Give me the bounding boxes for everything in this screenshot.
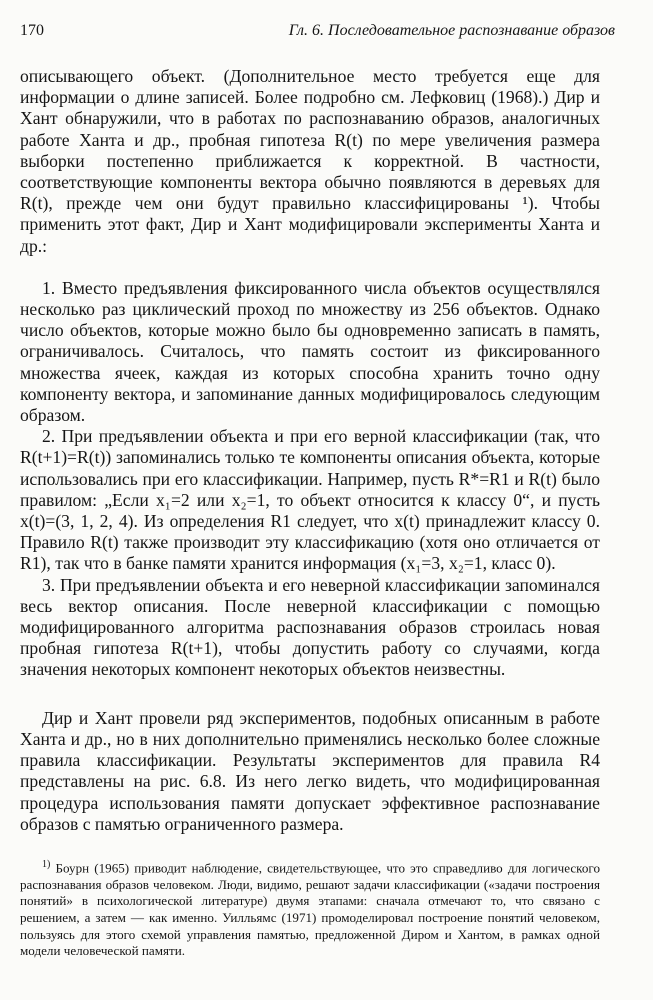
running-head: Гл. 6. Последовательное распознавание образов bbox=[288, 22, 615, 39]
list-item-1: 1. Вместо предъявления фиксированного числа объектов осуществлялся несколько раз циклический проход по множеству из 256 объектов. Однако число объектов, которые можно было бы одновременно записать в память, ограничивалось. Считалось, что память состоит из фиксированного множества ячеек, каждая из которых способна хранить точно одну компоненту вектора, и запоминание данных модифицировалось следующим образом. bbox=[20, 277, 600, 426]
paragraph-intro: описывающего объект. (Дополнительное место требуется еще для информации о длине записей. Более подробно см. Лефковиц (1968).) Дир и Хант обнаружили, что в работах по распознаванию образов, аналогичных работе Ханта и др., пробная гипотеза R(t) по мере увеличения размера выборки постепенно приближается к корректной. В частности, соответствующие компоненты вектора обычно появляются в деревьях для R(t), прежде чем они будут правильно классифицированы ¹). Чтобы применить этот факт, Дир и Хант модифицировали эксперименты Ханта и др.: bbox=[20, 66, 600, 256]
footnote-text: Боурн (1965) приводит наблюдение, свидетельствующее, что это справедливо для логического распознавания образов человеком. Люди, видимо, решают задачи классификации («задачи построения понятий» в психологической литературе) двумя этапами: сначала отмечают то, что связано с решением, а затем — как именно. Уилльямс (1971) промоделировал построение понятий человеком, пользуясь для этого схемой управления памятью, предложенной Диром и Хантом, в рамках одной модели человеческой памяти. bbox=[20, 860, 600, 959]
list-item-2: 2. При предъявлении объекта и при его верной классификации (так, что R(t+1)=R(t)) запоминались только те компоненты описания объекта, которые использовались при его классификации. Например, пусть R*=R1 и R(t) было правилом: „Если x₁=2 или x₂=1, то объект относится к классу 0“, и пусть x(t)=(3, 1, 2, 4). Из определения R1 следует, что x(t) принадлежит классу 0. Правило R(t) также производит эту классификацию (хотя оно отличается от R1), так что в банке памяти хранится информация (x₁=3, x₂=1, класс 0). bbox=[20, 426, 600, 574]
paragraph-results: Дир и Хант провели ряд экспериментов, подобных описанным в работе Ханта и др., но в них дополнительно применялись несколько более сложные правила классификации. Результаты экспериментов для правила R4 представлены на рис. 6.8. Из него легко видеть, что модифицированная процедура использования памяти допускает эффективное распознавание образов с памятью ограниченного размера. bbox=[20, 707, 600, 834]
page-body bbox=[20, 66, 600, 960]
footnote-mark: 1) bbox=[42, 858, 51, 870]
page-number: 170 bbox=[20, 22, 44, 39]
footnote bbox=[20, 857, 600, 960]
list-item-3: 3. При предъявлении объекта и его неверной классификации запоминался весь вектор описания. После неверной классификации с помощью модифицированного алгоритма распознавания образов строилась новая пробная гипотеза R(t+1), чтобы допустить работу со случаями, когда значения некоторых компонент некоторых объектов неизвестны. bbox=[20, 574, 600, 680]
page-header bbox=[20, 22, 615, 46]
